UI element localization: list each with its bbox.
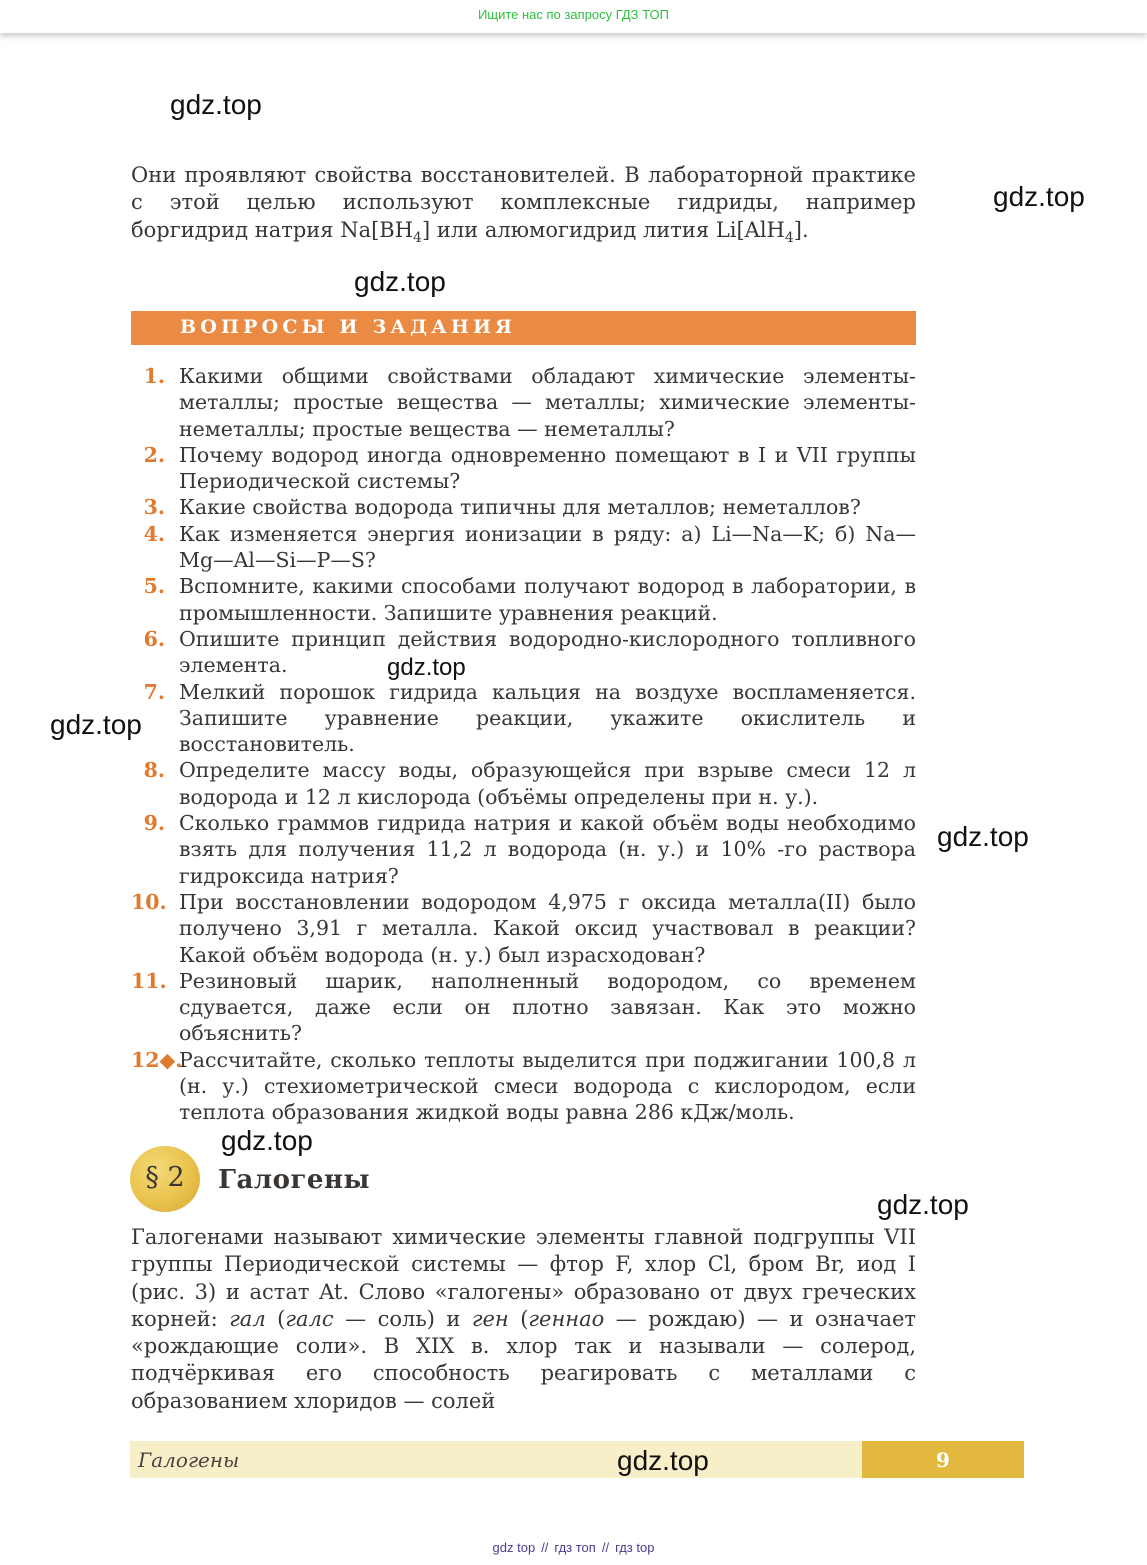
question-item: [131, 968, 916, 1047]
question-number: 3.: [143, 495, 165, 520]
link-separator: //: [541, 1540, 549, 1555]
question-text: При восстановлении водородом 4,975 г оксида металла(II) было получено 3,91 г металла. Какой оксид участвовал в реакции? Какой объём водорода (н. у.) был израсходован?: [179, 889, 916, 967]
watermark: gdz.top: [50, 709, 142, 740]
watermark: gdz.top: [877, 1189, 969, 1220]
question-number: 7.: [143, 679, 165, 704]
body-text: (: [265, 1306, 286, 1331]
question-text: Почему водород иногда одновременно помещают в I и VII группы Периодической системы?: [179, 442, 916, 494]
question-item: [131, 889, 916, 968]
question-number: 10.: [131, 889, 167, 914]
search-hint-link[interactable]: Ищите нас по запросу ГДЗ ТОП: [478, 7, 669, 22]
page-number: 9: [936, 1448, 950, 1472]
body-italic: галс: [285, 1306, 334, 1331]
question-text: Сколько граммов гидрида натрия и какой объём воды необходимо взять для получения 11,2 л водорода (н. у.) и 10% -го раствора гидроксида натрия?: [179, 811, 916, 888]
body-text: (: [508, 1306, 529, 1331]
top-search-bar: [0, 0, 1147, 33]
question-item: [131, 573, 916, 626]
questions-list: [131, 363, 916, 1126]
intro-paragraph: [131, 162, 916, 244]
footer-running-title-band: [130, 1441, 862, 1478]
question-item: [131, 442, 916, 495]
questions-banner-title: ВОПРОСЫ И ЗАДАНИЯ: [180, 316, 517, 338]
body-text: Галогенами называют химические элементы главной подгруппы VII группы Периодической системы — фтор F, хлор Cl, бром Br, иод I (рис. 3) и астат At. Слово «галогены» образовано от двух греческих корней:: [131, 1225, 916, 1331]
intro-sub-a: 4: [413, 229, 422, 246]
question-item: [131, 1047, 916, 1126]
body-text: — рождаю) — и означает «рождающие соли». В XIX в. хлор так и называли — солерод, подчёркивая его способность реагировать с металлами с образованием хлоридов — солей: [131, 1306, 917, 1413]
question-number: 2.: [143, 442, 165, 467]
body-italic: геннао: [528, 1306, 605, 1331]
section-title: Галогены: [218, 1165, 371, 1195]
question-text: Резиновый шарик, наполненный водородом, со временем сдувается, даже если он плотно завязан. Как это можно объяснить?: [179, 968, 916, 1046]
question-text: Опишите принцип действия водородно-кислородного топливного элемента.: [179, 626, 916, 678]
link-separator: //: [601, 1540, 610, 1555]
question-text: Рассчитайте, сколько теплоты выделится при поджигании 100,8 л (н. у.) стехиометрической смеси водорода с кислородом, если теплота образования жидкой воды равна 286 кДж/моль.: [179, 1047, 916, 1125]
section-badge: [130, 1146, 200, 1212]
question-number: 8.: [143, 758, 165, 783]
bottom-link[interactable]: гдз top: [615, 1540, 655, 1555]
watermark: gdz.top: [387, 654, 466, 681]
question-item: [131, 757, 916, 810]
intro-text-a: Они проявляют свойства восстановителей. В лабораторной практике с этой целью используют комплексные гидриды, например боргидрид натрия Na[BH: [131, 163, 916, 242]
intro-sub-b: 4: [784, 229, 794, 246]
page-number-box: [862, 1441, 1024, 1478]
question-number: 9.: [143, 811, 165, 836]
question-item: [131, 521, 916, 574]
questions-banner: [131, 311, 916, 345]
body-text: — соль) и: [333, 1306, 472, 1331]
question-number: 5.: [143, 574, 165, 599]
watermark: gdz.top: [937, 821, 1029, 852]
footer-running-title: Галогены: [138, 1448, 240, 1472]
question-number: 4.: [143, 521, 165, 546]
watermark: gdz.top: [170, 89, 262, 120]
question-item: [131, 626, 916, 679]
question-item: [131, 363, 916, 442]
question-text: Какими общими свойствами обладают химические элементы-металлы; простые вещества — металлы; химические элементы-неметаллы; простые вещества — неметаллы?: [179, 364, 916, 441]
question-text: Мелкий порошок гидрида кальция на воздухе воспламеняется. Запишите уравнение реакции, укажите окислитель и восстановитель.: [179, 679, 916, 757]
question-number: 12◆.: [131, 1047, 183, 1072]
watermark: gdz.top: [354, 266, 446, 297]
bottom-links: [0, 1540, 1147, 1555]
intro-text-b: ] или алюмогидрид лития Li[AlH: [421, 217, 785, 242]
question-text: Как изменяется энергия ионизации в ряду: а) Li—Na—K; б) Na—Mg—Al—Si—P—S?: [179, 521, 916, 573]
halogens-paragraph: [131, 1224, 916, 1415]
body-italic: гал: [229, 1306, 266, 1331]
question-item: [131, 679, 916, 758]
bottom-link[interactable]: гдз топ: [554, 1540, 596, 1555]
question-number: 11.: [131, 968, 167, 993]
question-number: 6.: [143, 626, 165, 651]
section-number: § 2: [145, 1162, 185, 1193]
bottom-link[interactable]: gdz top: [492, 1540, 536, 1555]
watermark: gdz.top: [617, 1445, 709, 1476]
question-item: [131, 810, 916, 889]
question-item: [131, 494, 916, 520]
question-text: Какие свойства водорода типичны для металлов; неметаллов?: [179, 495, 861, 520]
intro-text-c: ].: [793, 217, 809, 242]
watermark: gdz.top: [993, 181, 1085, 212]
watermark: gdz.top: [221, 1125, 313, 1156]
question-text: Определите массу воды, образующейся при взрыве смеси 12 л водорода и 12 л кислорода (объёмы определены при н. у.).: [179, 758, 916, 809]
body-italic: ген: [471, 1306, 509, 1331]
question-number: 1.: [143, 364, 165, 388]
question-text: Вспомните, какими способами получают водород в лаборатории, в промышленности. Запишите уравнения реакций.: [179, 574, 916, 625]
